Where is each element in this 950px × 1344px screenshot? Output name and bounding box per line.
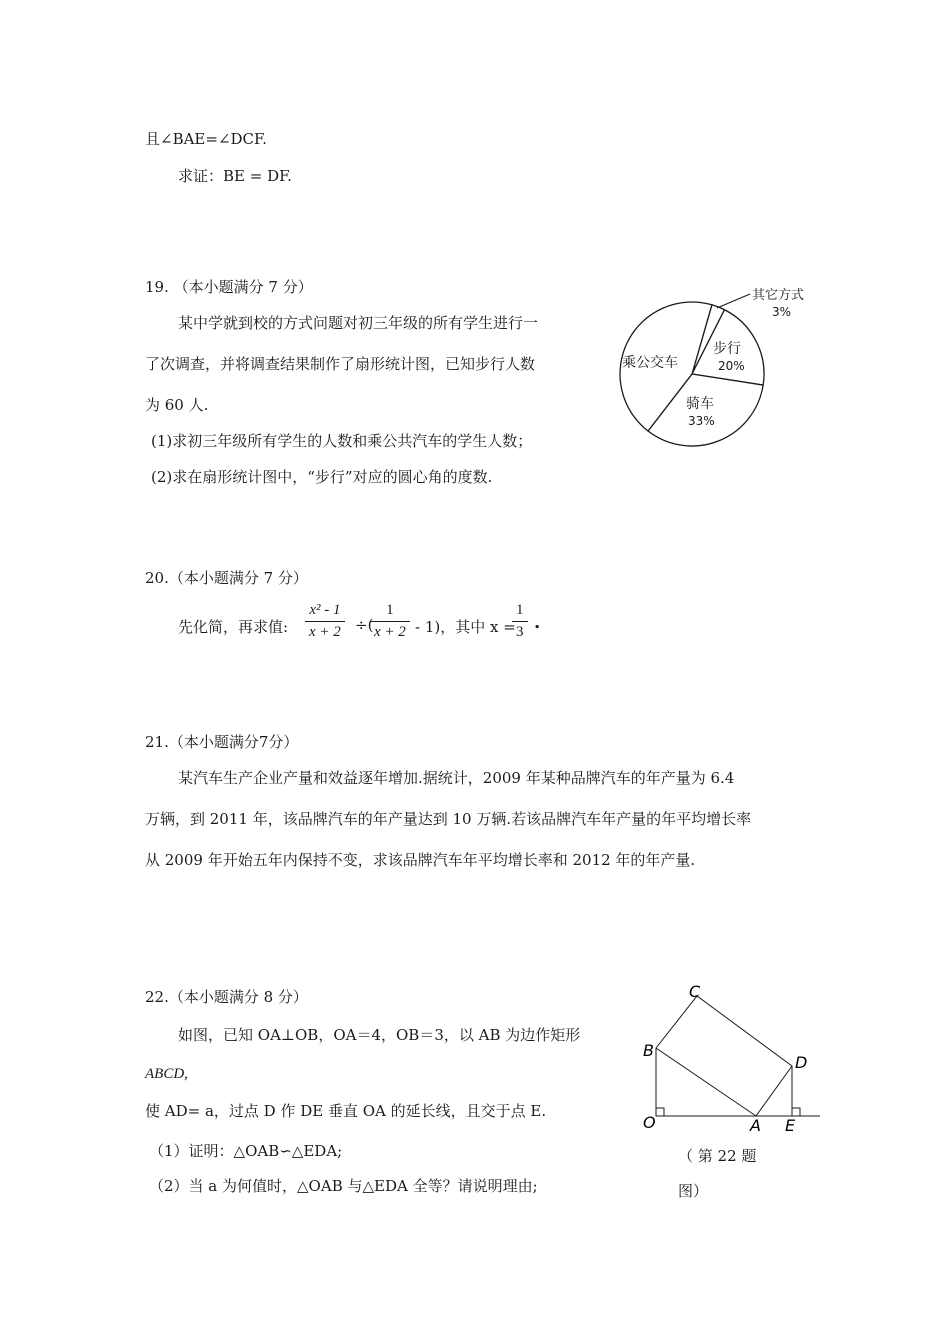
label-a: A bbox=[750, 1116, 761, 1135]
q21-header: 21.（本小题满分7分） bbox=[145, 733, 299, 751]
q20-frac1-num: x² - 1 bbox=[305, 602, 345, 622]
q20-frac1-den: x + 2 bbox=[309, 624, 341, 640]
q21-line2: 万辆，到 2011 年，该品牌汽车的年产量达到 10 万辆.若该品牌汽车年产量的年平均增长率 bbox=[145, 810, 752, 828]
fig-caption-line2: 图） bbox=[678, 1182, 709, 1200]
q20-fraction2 bbox=[370, 602, 410, 641]
q20-frac2-num: 1 bbox=[370, 602, 410, 622]
q22-sub2: （2）当 a 为何值时，△OAB 与△EDA 全等？请说明理由; bbox=[149, 1177, 538, 1195]
q21-line1: 某汽车生产企业产量和效益逐年增加.据统计，2009 年某种品牌汽车的年产量为 6.4 bbox=[178, 769, 735, 787]
pie-label-bus: 乘公交车 bbox=[622, 355, 678, 371]
q19-para2: 了次调查，并将调查结果制作了扇形统计图，已知步行人数 bbox=[145, 355, 536, 373]
label-e: E bbox=[785, 1116, 796, 1135]
q18-condition: 且∠BAE=∠DCF. bbox=[145, 130, 267, 148]
pie-value-bike: 33% bbox=[688, 414, 715, 428]
fig-caption-line1: （ 第 22 题 bbox=[678, 1147, 757, 1165]
label-b: B bbox=[643, 1041, 654, 1060]
q22-header: 22.（本小题满分 8 分） bbox=[145, 988, 308, 1006]
q20-x-den: 3 bbox=[516, 624, 524, 640]
right-angle-o bbox=[656, 1108, 664, 1116]
q20-frac2-den: x + 2 bbox=[374, 624, 406, 640]
q19-sub1: (1)求初三年级所有学生的人数和乘公共汽车的学生人数； bbox=[151, 432, 533, 450]
q22-line2: ABCD, bbox=[145, 1066, 188, 1082]
q21-line3: 从 2009 年开始五年内保持不变，求该品牌汽车年平均增长率和 2012 年的年产量. bbox=[145, 851, 696, 869]
q20-tail: - 1)，其中 x = bbox=[415, 618, 516, 636]
geometry-figure bbox=[630, 975, 830, 1140]
rectangle-abcd bbox=[656, 996, 792, 1116]
q20-end: . bbox=[534, 612, 541, 633]
q20-x-num: 1 bbox=[512, 602, 528, 622]
q22-line3: 使 AD= a，过点 D 作 DE 垂直 OA 的延长线，且交于点 E. bbox=[145, 1102, 547, 1120]
q22-sub1: （1）证明：△OAB∽△EDA; bbox=[149, 1142, 343, 1160]
q20-lead: 先化简，再求值: bbox=[178, 618, 289, 636]
q19-sub2: (2)求在扇形统计图中，“步行”对应的圆心角的度数. bbox=[151, 468, 493, 486]
q19-para3: 为 60 人. bbox=[145, 396, 209, 414]
pie-value-other: 3% bbox=[772, 305, 792, 319]
label-o: O bbox=[643, 1113, 656, 1132]
pie-label-other: 其它方式 bbox=[752, 288, 805, 303]
q18-prove: 求证：BE = DF. bbox=[178, 167, 292, 185]
q20-fraction1 bbox=[305, 602, 345, 641]
label-c: C bbox=[689, 982, 701, 1001]
q19-header: 19. （本小题满分 7 分） bbox=[145, 278, 313, 296]
q19-para1: 某中学就到校的方式问题对初三年级的所有学生进行一 bbox=[178, 314, 539, 332]
label-d: D bbox=[795, 1053, 808, 1072]
pie-label-bike: 骑车 bbox=[686, 396, 714, 412]
pie-value-walk: 20% bbox=[718, 359, 745, 373]
q22-line1: 如图，已知 OA⊥OB，OA＝4，OB＝3，以 AB 为边作矩形 bbox=[178, 1026, 581, 1044]
q20-div: ÷( bbox=[355, 616, 374, 634]
pie-leader-line bbox=[717, 294, 750, 308]
right-angle-e bbox=[792, 1108, 800, 1116]
q20-header: 20.（本小题满分 7 分） bbox=[145, 569, 308, 587]
pie-chart bbox=[610, 280, 840, 450]
q20-x-fraction bbox=[512, 602, 528, 641]
pie-label-walk: 步行 bbox=[713, 341, 741, 357]
